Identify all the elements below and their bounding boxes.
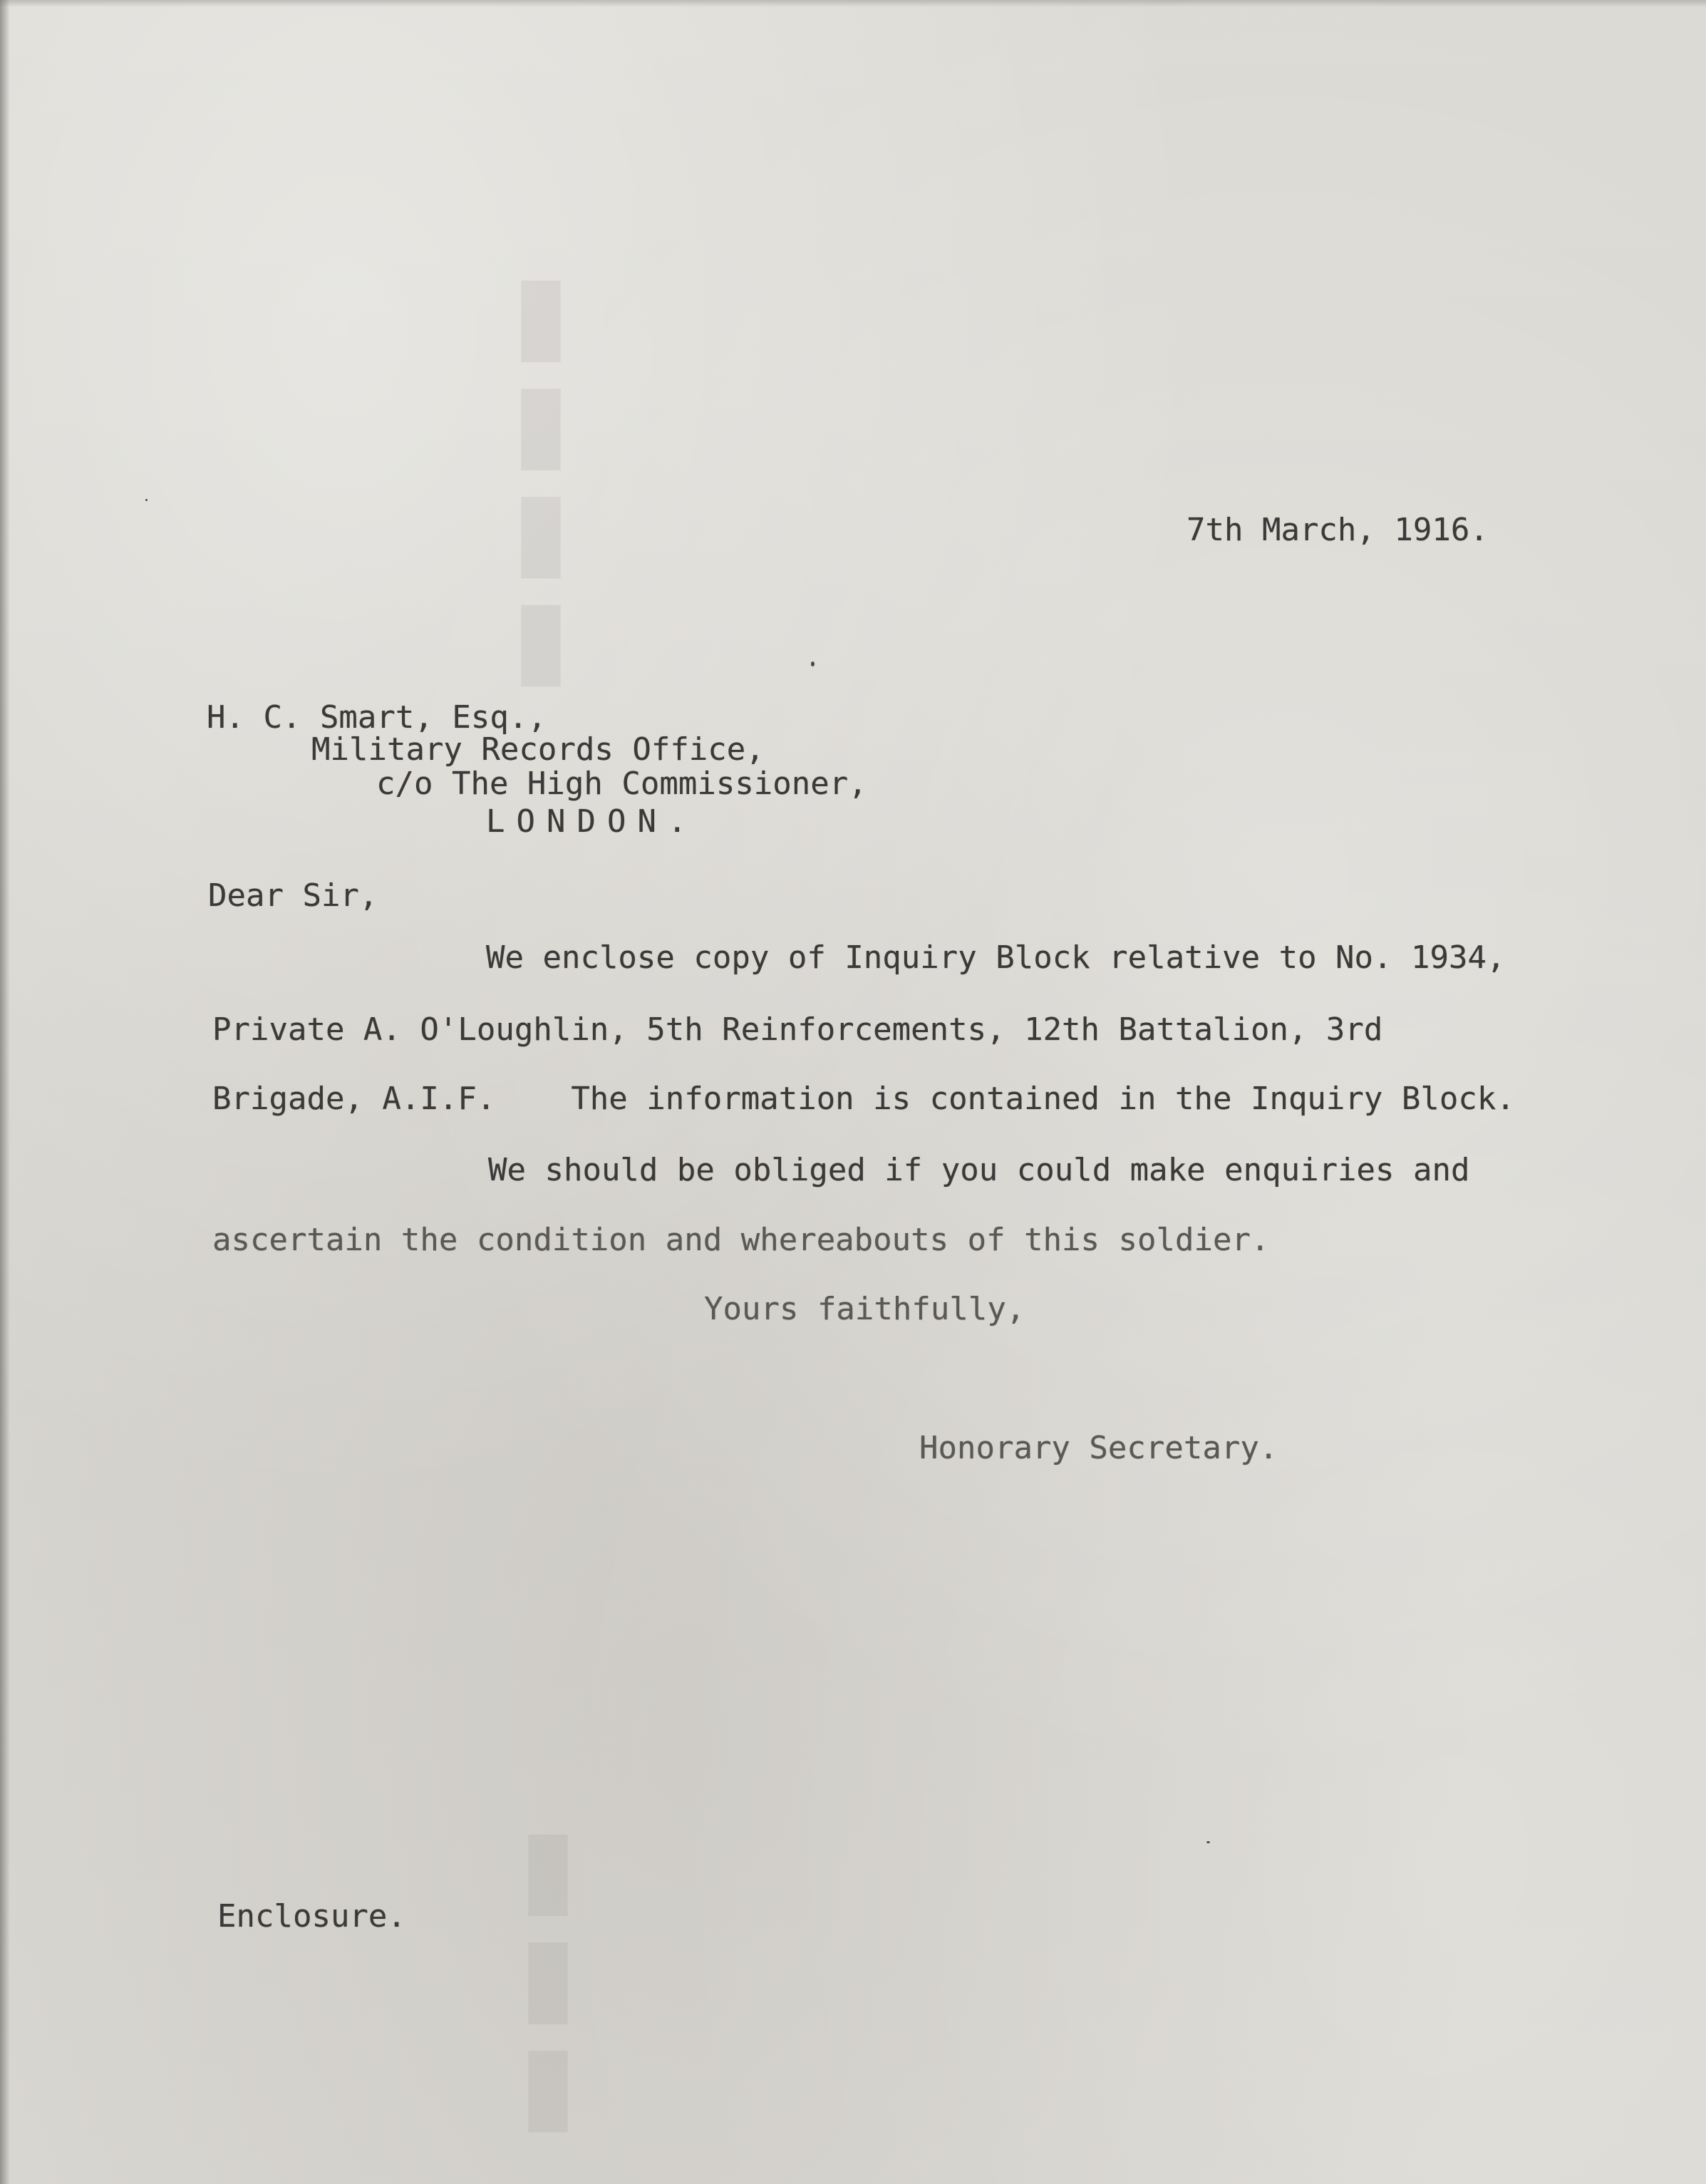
scan-edge-top <box>0 0 1706 7</box>
ink-speck <box>811 661 815 666</box>
signature-title: Honorary Secretary. <box>919 1430 1278 1466</box>
recipient-city: LONDON. <box>486 803 698 840</box>
recipient-care-of: c/o The High Commissioner, <box>376 766 867 802</box>
body-line-2: Private A. O'Loughlin, 5th Reinforcements, 12th Battalion, 3rd <box>212 1011 1383 1048</box>
salutation: Dear Sir, <box>208 877 378 914</box>
ink-speck <box>1206 1841 1210 1843</box>
show-through-mark-top: ▬▬▬▬ <box>487 271 613 704</box>
body-line-4: We should be obliged if you could make enquiries and <box>488 1152 1470 1188</box>
recipient-office: Military Records Office, <box>311 731 765 768</box>
body-line-1: We enclose copy of Inquiry Block relative to No. 1934, <box>486 939 1506 976</box>
enclosure-note: Enclosure. <box>217 1898 406 1935</box>
scan-edge-left <box>0 0 10 2184</box>
letter-date: 7th March, 1916. <box>1187 512 1489 548</box>
body-line-3: Brigade, A.I.F. The information is contained in the Inquiry Block. <box>212 1081 1515 1117</box>
body-line-5: ascertain the condition and whereabouts of this soldier. <box>212 1222 1270 1258</box>
show-through-mark-bottom: ▬▬▬ <box>495 1825 620 2150</box>
recipient-name: H. C. Smart, Esq., <box>207 699 547 736</box>
closing: Yours faithfully, <box>704 1291 1025 1327</box>
ink-speck <box>145 499 148 501</box>
